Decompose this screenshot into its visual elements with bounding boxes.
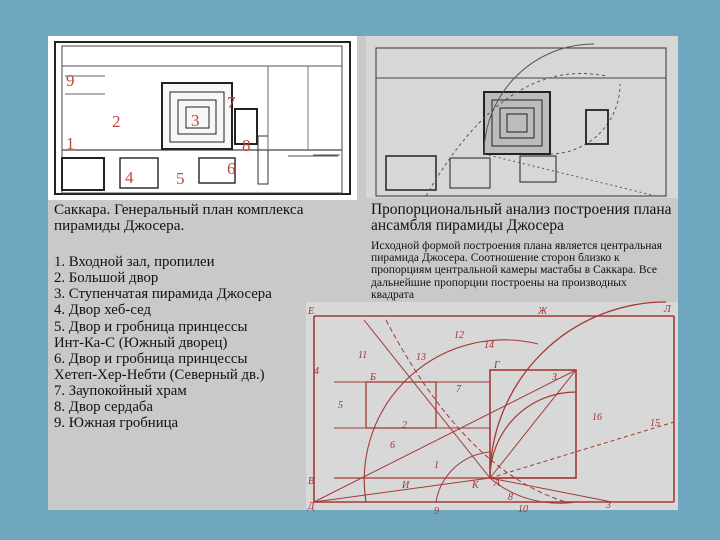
diagram-label: 1 <box>434 460 439 471</box>
plan-number-9: 9 <box>66 71 75 90</box>
legend-item: 4. Двор хеб-сед <box>54 302 151 319</box>
saqqara-site-plan <box>48 36 357 200</box>
diagram-label: Е <box>308 306 315 317</box>
plan-number-1: 1 <box>66 134 75 153</box>
diagram-label: 14 <box>484 340 494 351</box>
diagram-label: И <box>402 480 410 491</box>
diagram-label: 3 <box>606 500 611 511</box>
diagram-label: 6 <box>390 440 395 451</box>
proportion-diagram <box>306 302 678 517</box>
diagram-label: В <box>308 476 315 487</box>
plan-number-2: 2 <box>112 112 121 131</box>
diagram-label: 4 <box>314 366 319 377</box>
legend-item: 6. Двор и гробница принцессы <box>54 350 248 367</box>
plan-number-3: 3 <box>191 111 200 130</box>
legend-item: Инт-Ка-С (Южный дворец) <box>54 334 228 351</box>
diagram-label: 5 <box>338 400 343 411</box>
diagram-label: 2 <box>402 420 407 431</box>
diagram-label: 8 <box>508 492 513 503</box>
content-sheet <box>48 36 678 517</box>
diagram-label: Ж <box>538 306 548 317</box>
legend-item: Хетеп-Хер-Небти (Северный дв.) <box>54 366 265 383</box>
analysis-plan-drawing <box>366 36 678 198</box>
diagram-label: К <box>472 480 479 491</box>
legend-item: 2. Большой двор <box>54 270 159 287</box>
plan-number-6: 6 <box>227 159 236 178</box>
diagram-label: 11 <box>358 350 368 361</box>
diagram-label: 7 <box>456 384 461 395</box>
analysis-title: Пропорциональный анализ построения плана ансамбля пирамиды Джосера <box>371 201 672 234</box>
legend-item: 3. Ступенчатая пирамида Джосера <box>54 286 272 303</box>
legend-item: 5. Двор и гробница принцессы <box>54 318 248 335</box>
legend-item: 9. Южная гробница <box>54 415 179 432</box>
plan-number-8: 8 <box>242 136 251 155</box>
proportional-analysis-plan <box>366 36 678 198</box>
site-plan-drawing <box>48 36 357 200</box>
diagram-label: Б <box>370 372 376 383</box>
plan-number-7: 7 <box>227 93 236 112</box>
legend-item: 8. Двор сердаба <box>54 399 153 416</box>
diagram-label: 15 <box>650 418 660 429</box>
legend-item: 1. Входной зал, пропилеи <box>54 254 215 270</box>
plan-number-4: 4 <box>125 168 134 187</box>
diagram-label: З <box>552 372 557 383</box>
diagram-label: 9 <box>434 506 439 517</box>
diagram-label: А <box>494 478 501 489</box>
legend-item: 7. Заупокойный храм <box>54 383 187 399</box>
site-plan-caption: Саккара. Генеральный план комплекса пирамиды Джосера. <box>54 201 304 234</box>
diagram-label: 10 <box>518 504 528 515</box>
diagram-label: Д <box>308 501 315 512</box>
diagram-label: 13 <box>416 352 426 363</box>
proportion-diagram-svg <box>306 302 678 517</box>
analysis-description: Исходной формой построения плана является центральная пирамида Джосера. Соотношение сторон близко к пропорциям центральной камеры мастабы в Саккара. Все дальнейшие пропорции построены на производных квадрата <box>371 239 662 301</box>
diagram-label: Г <box>494 360 500 371</box>
diagram-label: 12 <box>454 330 464 341</box>
diagram-label: 16 <box>592 412 602 423</box>
diagram-label: Л <box>664 304 671 315</box>
plan-number-5: 5 <box>176 169 185 188</box>
